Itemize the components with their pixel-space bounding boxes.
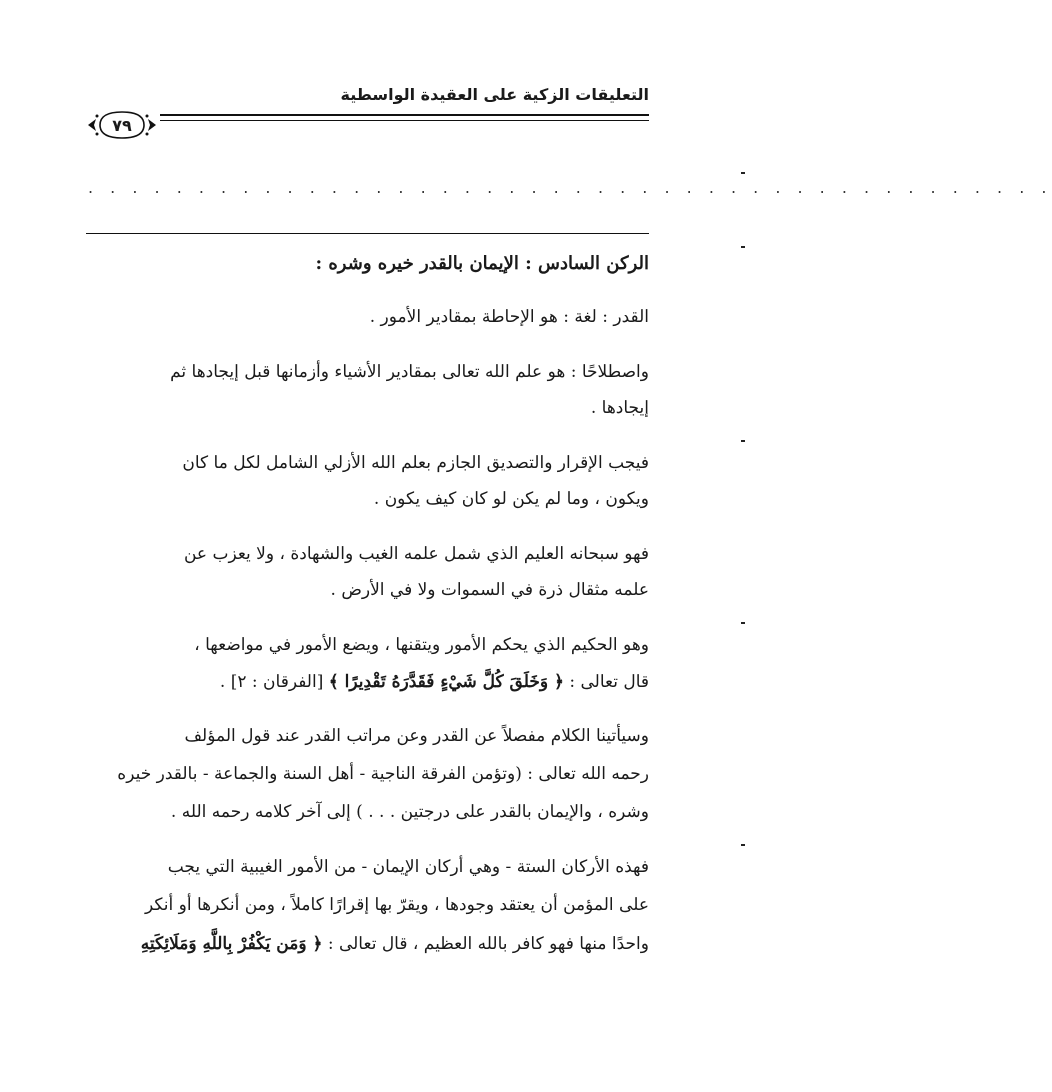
paragraph-line-with-verse <box>220 671 649 692</box>
paragraph-line: على المؤمن أن يعتقد وجودها ، ويقرّ بها إقرارًا كاملاً ، ومن أنكرها أو أنكر <box>145 895 649 915</box>
paragraph-line: واصطلاحًا : هو علم الله تعالى بمقادير الأشياء وأزمانها قبل إيجادها ثم <box>170 362 649 382</box>
scan-edge-mark <box>741 440 745 442</box>
header-rule-thin <box>160 120 649 121</box>
paragraph-line: القدر : لغة : هو الإحاطة بمقادير الأمور . <box>369 307 649 327</box>
scan-edge-mark <box>741 844 745 846</box>
paragraph-line: وسيأتينا الكلام مفصلاً عن القدر وعن مراتب القدر عند قول المؤلف <box>184 726 649 746</box>
paragraph-line: علمه مثقال ذرة في السموات ولا في الأرض . <box>330 580 649 600</box>
header-rule-thick <box>160 114 649 116</box>
dotted-separator: . . . . . . . . . . . . . . . . . . . . . . . . . . . . . . . . . . . . . . . . . . . . <box>88 178 1052 197</box>
scan-edge-mark <box>741 172 745 174</box>
scan-edge-mark <box>741 622 745 624</box>
scan-edge-mark <box>741 246 745 248</box>
paragraph-line: رحمه الله تعالى : (وتؤمن الفرقة الناجية - أهل السنة والجماعة - بالقدر خيره <box>117 764 649 784</box>
quran-verse: ﴿ وَخَلَقَ كُلَّ شَيْءٍ فَقَدَّرَهُ تَقْدِيرًا ﴾ <box>328 672 564 692</box>
paragraph-line: فيجب الإقرار والتصديق الجازم بعلم الله الأزلي الشامل لكل ما كان <box>182 453 649 473</box>
section-heading: الركن السادس : الإيمان بالقدر خيره وشره : <box>315 253 649 274</box>
paragraph-line: فهو سبحانه العليم الذي شمل علمه الغيب والشهادة ، ولا يعزب عن <box>183 544 649 564</box>
paragraph-line: فهذه الأركان الستة - وهي أركان الإيمان - من الأمور الغيبية التي يجب <box>167 857 649 877</box>
paragraph-line: إيجادها . <box>590 398 649 418</box>
verse-reference: [الفرقان : ٢] . <box>219 672 324 692</box>
paragraph-line: ويكون ، وما لم يكن لو كان كيف يكون . <box>373 489 649 509</box>
verse-intro: واحدًا منها فهو كافر بالله العظيم ، قال تعالى : <box>327 934 649 954</box>
paragraph-line: وهو الحكيم الذي يحكم الأمور ويتقنها ، ويضع الأمور في مواضعها ، <box>194 635 649 655</box>
page-number: ٧٩ <box>112 115 132 135</box>
paragraph-line-with-verse <box>141 933 649 954</box>
quran-verse: ﴿ وَمَن يَكْفُرْ بِاللَّهِ وَمَلَائِكَتِهِ <box>140 934 323 954</box>
paragraph-line: وشره ، والإيمان بالقدر على درجتين . . . ) إلى آخر كلامه رحمه الله . <box>170 802 649 822</box>
section-rule <box>86 233 649 234</box>
verse-intro: قال تعالى : <box>569 672 649 692</box>
running-header-title: التعليقات الزكية على العقيدة الواسطية <box>340 85 649 104</box>
